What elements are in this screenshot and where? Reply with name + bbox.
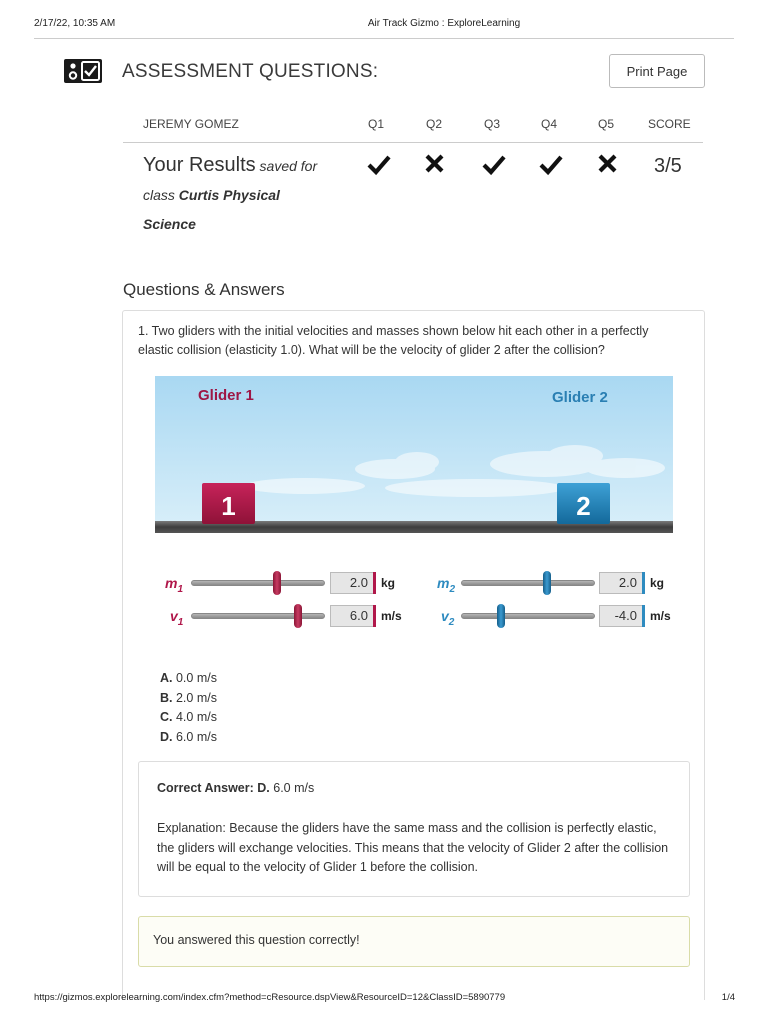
print-date: 2/17/22, 10:35 AM (34, 18, 116, 29)
v2-subscript: 2 (448, 616, 455, 628)
v1-letter: v (170, 608, 178, 624)
assessment-logo-icon (64, 59, 102, 83)
m1-subscript: 1 (177, 583, 184, 595)
m1-letter: m (165, 575, 178, 591)
m2-label (437, 575, 455, 595)
slider-panel (155, 560, 673, 640)
m2-unit: kg (650, 576, 665, 590)
m2-subscript: 2 (449, 583, 456, 595)
m1-slider-thumb[interactable] (273, 571, 281, 595)
answer-choices (160, 669, 217, 747)
choice-text: 2.0 m/s (175, 690, 217, 705)
column-q2: Q2 (426, 117, 443, 131)
class-word: class (143, 187, 175, 203)
results-header-row (0, 117, 768, 133)
choice-letter: B. (160, 690, 173, 705)
v2-slider-thumb[interactable] (497, 604, 505, 628)
check-icon (366, 151, 392, 177)
cross-icon (422, 151, 448, 177)
choice-letter: C. (160, 710, 173, 724)
v2-indicator (642, 605, 645, 627)
column-q4: Q4 (541, 117, 558, 131)
choice-text: 6.0 m/s (175, 729, 217, 744)
v1-indicator (373, 605, 376, 627)
your-results (143, 151, 353, 239)
glider-2-label: Glider 2 (552, 389, 608, 406)
v1-label (170, 608, 183, 628)
m2-slider-thumb[interactable] (543, 571, 551, 595)
v2-slider-track[interactable] (461, 613, 595, 619)
print-title: Air Track Gizmo : ExploreLearning (367, 18, 521, 29)
v2-value-field[interactable]: -4.0 (599, 605, 643, 627)
v1-slider-track[interactable] (191, 613, 325, 619)
print-page-number: 1/4 (721, 992, 735, 1003)
explanation-text: Explanation: Because the gliders have the same mass and the collision is perfectly elastic, the gliders will exchange velocities. This means that the velocity of Glider 2 after the collision will be equal to the velocity of Glider 1 before the collision. (157, 821, 669, 874)
m1-unit: kg (381, 576, 396, 590)
score-value: 3/5 (654, 155, 682, 177)
cross-icon (595, 151, 621, 177)
air-track-simulation-image (155, 376, 673, 541)
results-title: Your Results (143, 154, 256, 176)
v2-label (441, 608, 454, 628)
check-icon (481, 151, 507, 177)
print-url: https://gizmos.explorelearning.com/index.cfm?method=cResource.dspView&ResourceID=12&ClassID=5890779 (34, 992, 506, 1003)
correct-answer-label: Correct Answer: D. (157, 781, 270, 795)
choice-letter: D. (160, 729, 173, 744)
choice-b (160, 689, 217, 709)
class-name-line1: Curtis Physical (178, 187, 280, 203)
print-header-rule (34, 38, 734, 39)
question-text: 1. Two gliders with the initial velocities and masses shown below hit each other in a perfectly elastic collision (elasticity 1.0). What will be the velocity of glider 2 after the collision? (138, 324, 649, 357)
correct-answer (157, 781, 314, 795)
feedback-text: You answered this question correctly! (153, 933, 360, 947)
print-header (0, 18, 768, 32)
choice-c (160, 708, 217, 728)
m2-slider-track[interactable] (461, 580, 595, 586)
m1-indicator (373, 572, 376, 594)
glider-1-number: 1 (221, 491, 236, 521)
correct-answer-value: 6.0 m/s (273, 781, 315, 795)
v1-value-field[interactable]: 6.0 (330, 605, 374, 627)
v2-letter: v (441, 608, 449, 624)
glider-1-label: Glider 1 (198, 387, 254, 404)
choice-text: 4.0 m/s (175, 710, 217, 724)
m2-indicator (642, 572, 645, 594)
column-q3: Q3 (484, 117, 501, 131)
column-q1: Q1 (368, 117, 385, 131)
glider-2-number: 2 (576, 491, 591, 521)
m1-value-field[interactable]: 2.0 (330, 572, 374, 594)
m1-slider-track[interactable] (191, 580, 325, 586)
column-q5: Q5 (598, 117, 615, 131)
choice-d (160, 728, 217, 748)
qa-section-title: Questions & Answers (123, 280, 285, 299)
choice-text: 0.0 m/s (175, 671, 217, 685)
page-title: ASSESSMENT QUESTIONS: (122, 61, 379, 82)
class-name-line2: Science (143, 216, 196, 232)
check-icon (538, 151, 564, 177)
m2-letter: m (437, 575, 450, 591)
m2-value-field[interactable]: 2.0 (599, 572, 643, 594)
m1-label (165, 575, 183, 595)
print-page-button[interactable]: Print Page (609, 54, 705, 88)
column-score: SCORE (648, 117, 691, 131)
student-name: JEREMY GOMEZ (143, 117, 239, 131)
v1-slider-thumb[interactable] (294, 604, 302, 628)
v1-subscript: 1 (177, 616, 184, 628)
v2-unit: m/s (650, 609, 671, 623)
v1-unit: m/s (381, 609, 402, 623)
saved-for-text: saved for (259, 158, 318, 174)
choice-letter: A. (160, 671, 173, 685)
choice-a (160, 669, 217, 689)
results-divider (123, 142, 703, 143)
